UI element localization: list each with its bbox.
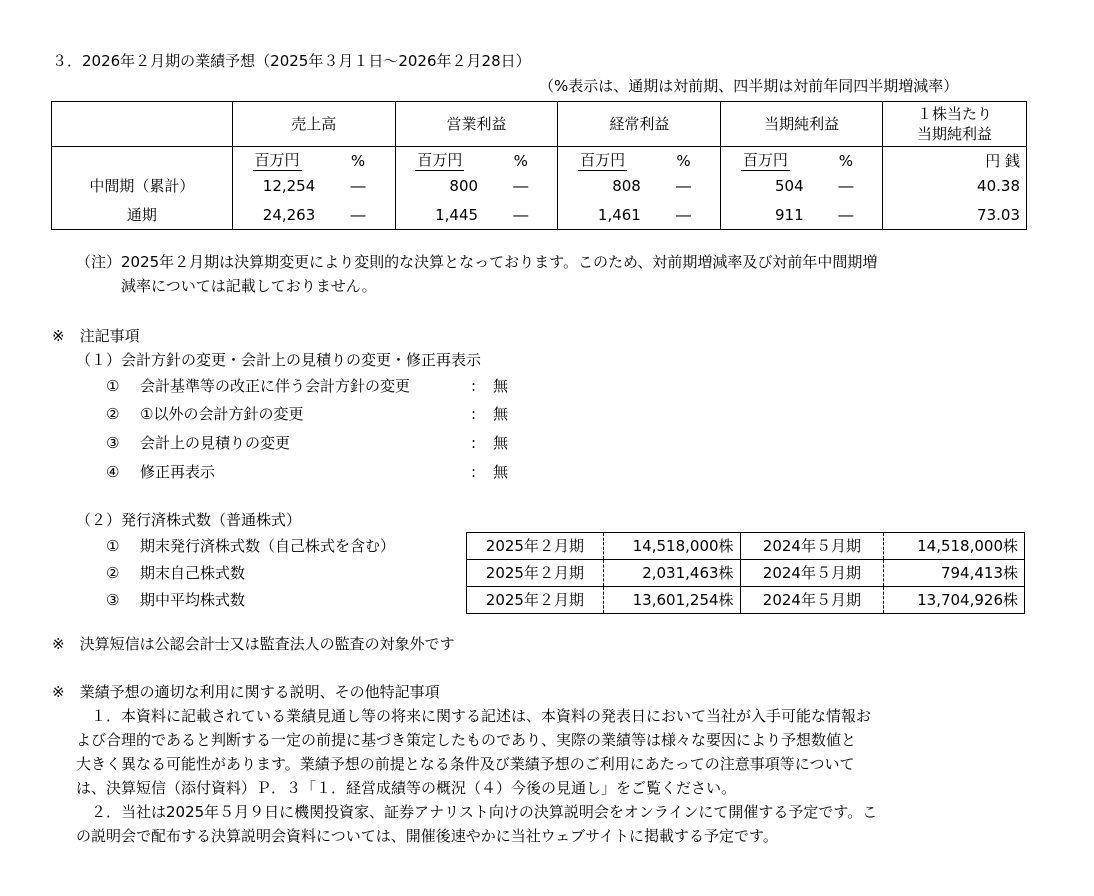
operating-value: 800 — [395, 171, 484, 200]
shares-value: 2,031,463株 — [603, 560, 740, 587]
table-note-line1: （注）2025年２月期は決算期変更により変則的な決算となっております。このため、対前期増減率及び対前年中間期増 — [76, 253, 878, 271]
note-item-num: ④ — [106, 463, 120, 481]
eps-value: 73.03 — [883, 200, 1027, 230]
explain-line: は、決算短信（添付資料）Ｐ．３「１．経営成績等の概況（４）今後の見通し」をご覧ください。 — [76, 779, 737, 797]
unit-million: 百万円 — [232, 147, 321, 172]
section-title: ３．2026年２月期の業績予想（2025年３月１日～2026年２月28日） — [52, 52, 531, 70]
period-cell: 2025年２月期 — [467, 587, 604, 614]
table-row — [467, 587, 1025, 614]
note-item-label: 会計基準等の改正に伴う会計方針の変更 — [140, 377, 411, 395]
shares-table — [466, 532, 1025, 614]
notes-heading: ※ 注記事項 — [52, 327, 140, 345]
sales-value: 12,254 — [232, 171, 321, 200]
notes-sub2-title: （２）発行済株式数（普通株式） — [76, 511, 302, 529]
shares-item-num: ② — [106, 564, 120, 582]
period-cell: 2025年２月期 — [467, 533, 604, 560]
unit-yen: 円 銭 — [883, 147, 1027, 172]
ordinary-pct: ― — [676, 205, 692, 224]
period-cell: 2025年２月期 — [467, 560, 604, 587]
header-eps-line2: 当期純利益 — [917, 125, 993, 143]
ordinary-pct: ― — [676, 176, 692, 195]
header-empty — [52, 102, 233, 147]
net-value: 504 — [721, 171, 810, 200]
shares-item-label: 期末自己株式数 — [140, 564, 246, 582]
eps-value: 40.38 — [883, 171, 1027, 200]
period-cell: 2024年５月期 — [740, 587, 884, 614]
note-item-colon: : — [471, 463, 477, 481]
header-net-profit: 当期純利益 — [721, 102, 883, 147]
note-item-num: ③ — [106, 434, 120, 452]
sales-value: 24,263 — [232, 200, 321, 230]
unit-million: 百万円 — [395, 147, 484, 172]
shares-value: 794,413株 — [884, 560, 1025, 587]
explain-line: よび合理的であると判断する一定の前提に基づき策定したものであり、実際の業績等は様々な要因により予想数値と — [76, 731, 857, 749]
explain-line: ２．当社は2025年５月９日に機関投資家、証券アナリスト向けの決算説明会をオンラインにて開催する予定です。こ — [91, 803, 878, 821]
ordinary-value: 808 — [558, 171, 647, 200]
row-label: 通期 — [126, 205, 157, 224]
audit-note: ※ 決算短信は公認会計士又は監査法人の監査の対象外です — [52, 635, 455, 653]
operating-pct: ― — [513, 176, 529, 195]
note-item-num: ① — [106, 377, 120, 395]
shares-value: 13,601,254株 — [603, 587, 740, 614]
note-item-colon: : — [471, 434, 477, 452]
note-item-label: ①以外の会計方針の変更 — [140, 405, 304, 423]
explain-line: 大きく異なる可能性があります。業績予想の前提となる条件及び業績予想のご利用にあたっての注意事項等について — [76, 755, 855, 773]
note-item-label: 会計上の見積りの変更 — [140, 434, 291, 452]
table-row — [467, 533, 1025, 560]
table-row-full-year — [52, 200, 1027, 230]
unit-million: 百万円 — [721, 147, 810, 172]
note-item-colon: : — [471, 405, 477, 423]
units-empty — [52, 147, 233, 172]
shares-value: 14,518,000株 — [603, 533, 740, 560]
note-item-colon: : — [471, 377, 477, 395]
header-sales: 売上高 — [232, 102, 395, 147]
unit-pct: % — [676, 152, 691, 170]
forecast-table — [51, 101, 1027, 230]
net-pct: ― — [838, 176, 854, 195]
shares-value: 14,518,000株 — [917, 537, 1018, 555]
shares-item-label: 期末発行済株式数（自己株式を含む） — [140, 537, 396, 555]
explain-line: １．本資料に記載されている業績見通し等の将来に関する記述は、本資料の発表日において当社が入手可能な情報お — [91, 707, 872, 725]
shares-item-num: ① — [106, 537, 120, 555]
sales-pct: ― — [350, 205, 366, 224]
note-item-value: 無 — [493, 377, 509, 395]
ordinary-value: 1,461 — [558, 200, 647, 230]
table-row — [467, 560, 1025, 587]
shares-item-label: 期中平均株式数 — [140, 591, 246, 609]
note-item-num: ② — [106, 405, 120, 423]
sales-pct: ― — [350, 176, 366, 195]
period-cell: 2024年５月期 — [740, 533, 884, 560]
operating-value: 1,445 — [395, 200, 484, 230]
note-item-value: 無 — [493, 405, 509, 423]
table-header-row — [52, 102, 1027, 147]
operating-pct: ― — [513, 205, 529, 224]
row-label: 中間期（累計） — [89, 176, 195, 195]
note-item-value: 無 — [493, 434, 509, 452]
note-item-value: 無 — [493, 463, 509, 481]
shares-item-num: ③ — [106, 591, 120, 609]
unit-million: 百万円 — [558, 147, 647, 172]
period-cell: 2024年５月期 — [740, 560, 884, 587]
unit-pct: % — [350, 152, 366, 170]
percent-note: （%表示は、通期は対前期、四半期は対前年同四半期増減率） — [539, 77, 959, 95]
header-operating-profit: 営業利益 — [395, 102, 558, 147]
units-row — [52, 147, 1027, 172]
notes-sub1-title: （１）会計方針の変更・会計上の見積りの変更・修正再表示 — [76, 351, 482, 369]
table-row-interim — [52, 171, 1027, 200]
table-note-line2: 減率については記載しておりません。 — [121, 277, 377, 295]
header-eps-line1: １株当たり — [917, 105, 993, 123]
header-ordinary-profit: 経常利益 — [558, 102, 721, 147]
unit-pct: % — [838, 152, 853, 170]
header-eps — [883, 102, 1027, 147]
net-pct: ― — [838, 205, 854, 224]
unit-pct: % — [513, 152, 528, 170]
shares-value: 13,704,926株 — [884, 587, 1025, 614]
explain-heading: ※ 業績予想の適切な利用に関する説明、その他特記事項 — [52, 683, 440, 701]
net-value: 911 — [721, 200, 810, 230]
note-item-label: 修正再表示 — [140, 463, 216, 481]
explain-line: の説明会で配布する決算説明会資料については、開催後速やかに当社ウェブサイトに掲載する予定です。 — [76, 827, 778, 845]
